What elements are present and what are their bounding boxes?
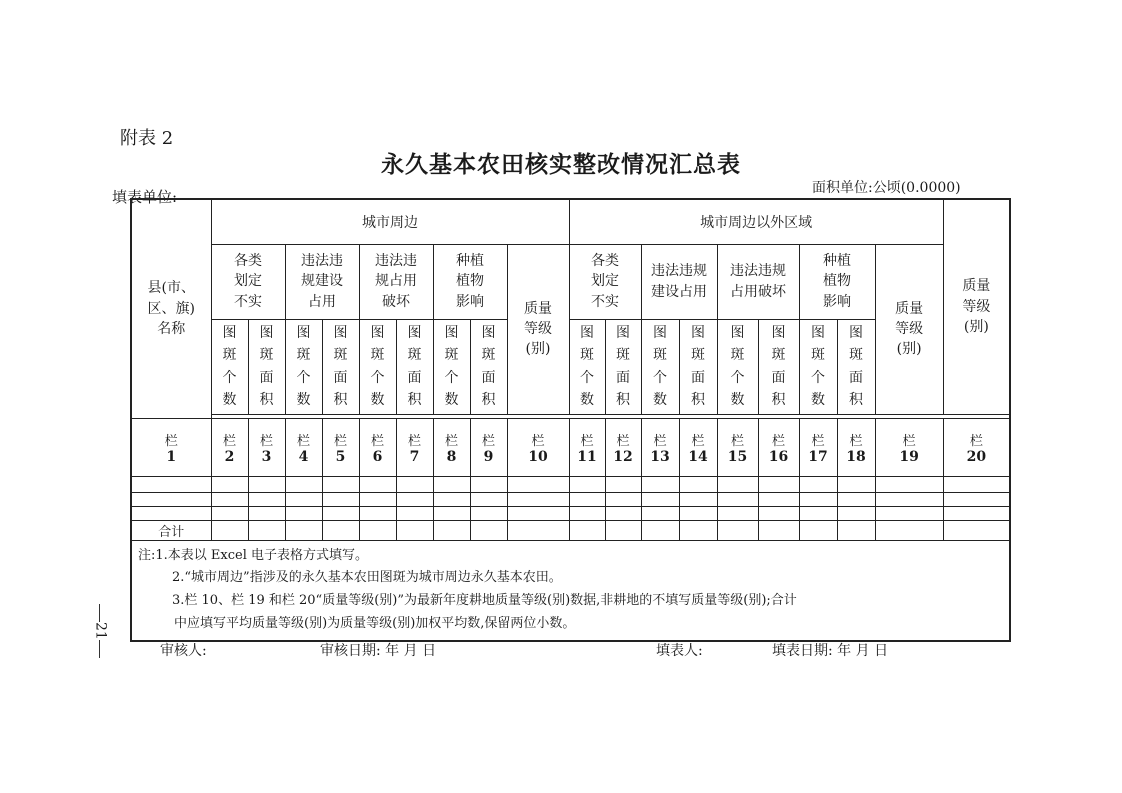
- data-cell: [605, 506, 641, 520]
- sub-count-header: 图 斑 个 数: [641, 319, 679, 414]
- outside-category-header: 违法违规 建设占用: [641, 244, 717, 319]
- total-cell: [799, 520, 837, 540]
- data-cell: [641, 506, 679, 520]
- data-cell: [875, 476, 943, 492]
- data-cell: [717, 492, 758, 506]
- column-label: 栏: [691, 433, 705, 449]
- notes-cell: [131, 540, 1010, 641]
- data-cell: [943, 506, 1010, 520]
- column-number: 6: [372, 448, 383, 465]
- total-cell: [433, 520, 470, 540]
- column-number: 2: [224, 448, 235, 465]
- total-cell: [211, 520, 248, 540]
- column-label: 栏: [616, 433, 630, 449]
- note-line: 注:1.本表以 Excel 电子表格方式填写。: [138, 547, 369, 563]
- data-cell: [679, 492, 717, 506]
- total-cell: [470, 520, 507, 540]
- column-number-cell: [285, 418, 322, 476]
- attachment-label: 附表 2: [120, 128, 174, 149]
- data-cell: [131, 506, 211, 520]
- data-cell: [248, 476, 285, 492]
- summary-table: [130, 198, 1011, 642]
- data-cell: [605, 492, 641, 506]
- column-number: 17: [808, 448, 828, 465]
- column-number: 11: [577, 448, 597, 465]
- column-number: 8: [446, 448, 457, 465]
- data-cell: [641, 476, 679, 492]
- data-cell: [396, 492, 433, 506]
- data-cell: [943, 492, 1010, 506]
- total-cell: [359, 520, 396, 540]
- sub-area-header: 图 斑 面 积: [396, 319, 433, 414]
- sub-count-header: 图 斑 个 数: [717, 319, 758, 414]
- fill-date-label: 填表日期: 年 月 日: [772, 643, 889, 659]
- outside-category-header: 违法违规 占用破坏: [717, 244, 799, 319]
- filler-label: 填表人:: [656, 643, 703, 659]
- sub-count-header: 图 斑 个 数: [211, 319, 248, 414]
- data-cell: [569, 476, 605, 492]
- note-line: 中应填写平均质量等级(别)为质量等级(别)加权平均数,保留两位小数。: [174, 615, 576, 631]
- column-number: 16: [768, 448, 789, 465]
- page-title: 永久基本农田核实整改情况汇总表: [381, 151, 741, 178]
- column-label: 栏: [164, 433, 178, 449]
- sub-count-header: 图 斑 个 数: [569, 319, 605, 414]
- data-cell: [131, 492, 211, 506]
- column-number-cell: [507, 418, 569, 476]
- data-cell: [285, 476, 322, 492]
- total-cell: [875, 520, 943, 540]
- data-cell: [799, 506, 837, 520]
- data-cell: [359, 492, 396, 506]
- data-cell: [248, 492, 285, 506]
- data-cell: [433, 476, 470, 492]
- data-cell: [799, 492, 837, 506]
- note-line: 2.“城市周边”指涉及的永久基本农田图斑为城市周边永久基本农田。: [172, 570, 562, 586]
- column-number: 9: [483, 448, 494, 465]
- data-cell: [396, 476, 433, 492]
- column-number-cell: [943, 418, 1010, 476]
- column-number-cell: [875, 418, 943, 476]
- county-header: 县(市、 区、旗) 名称: [131, 199, 211, 418]
- notes-row: [131, 540, 1010, 641]
- column-number-cell: [605, 418, 641, 476]
- signature-footer: [160, 640, 980, 662]
- group-outside-header: 城市周边以外区域: [569, 199, 943, 244]
- data-cell: [470, 492, 507, 506]
- data-cell: [507, 506, 569, 520]
- column-number-cell: [837, 418, 875, 476]
- column-number: 5: [335, 448, 346, 465]
- data-cell: [569, 492, 605, 506]
- sub-area-header: 图 斑 面 积: [758, 319, 799, 414]
- total-cell: [396, 520, 433, 540]
- column-number-cell: [211, 418, 248, 476]
- total-cell: [248, 520, 285, 540]
- group-city-header: 城市周边: [211, 199, 569, 244]
- column-number-cell: [131, 418, 211, 476]
- sub-area-header: 图 斑 面 积: [248, 319, 285, 414]
- data-cell: [679, 506, 717, 520]
- data-cell: [322, 476, 359, 492]
- sub-area-header: 图 斑 面 积: [322, 319, 359, 414]
- review-date-label: 审核日期: 年 月 日: [320, 643, 437, 659]
- note-line: 3.栏 10、栏 19 和栏 20“质量等级(别)”为最新年度耕地质量等级(别)数据,非耕地的不填写质量等级(别);合计: [172, 593, 797, 608]
- column-number-cell: [679, 418, 717, 476]
- data-cell: [717, 506, 758, 520]
- data-cell: [470, 476, 507, 492]
- outside-category-header: 种植 植物 影响: [799, 244, 875, 319]
- column-number-row: [131, 418, 1010, 476]
- column-label: 栏: [370, 433, 384, 449]
- column-number-cell: [717, 418, 758, 476]
- data-cell: [433, 492, 470, 506]
- sub-area-header: 图 斑 面 积: [605, 319, 641, 414]
- total-cell: [285, 520, 322, 540]
- total-cell: [837, 520, 875, 540]
- column-number-cell: [322, 418, 359, 476]
- reviewer-label: 审核人:: [160, 643, 207, 659]
- column-number: 4: [298, 448, 309, 465]
- total-cell: [679, 520, 717, 540]
- data-cell: [717, 476, 758, 492]
- column-number: 20: [966, 448, 987, 465]
- column-number-cell: [433, 418, 470, 476]
- total-quality-header: 质量 等级 (别): [943, 199, 1010, 414]
- column-label: 栏: [444, 433, 458, 449]
- column-number-cell: [396, 418, 433, 476]
- column-label: 栏: [849, 433, 863, 449]
- data-cell: [837, 492, 875, 506]
- total-cell: [507, 520, 569, 540]
- sub-area-header: 图 斑 面 积: [470, 319, 507, 414]
- data-cell: [641, 492, 679, 506]
- city-category-header: 违法违 规建设 占用: [285, 244, 359, 319]
- data-cell: [758, 476, 799, 492]
- column-label: 栏: [969, 433, 983, 449]
- data-cell: [875, 492, 943, 506]
- column-number: 14: [688, 448, 708, 465]
- data-cell: [433, 506, 470, 520]
- data-cell: [507, 492, 569, 506]
- data-cell: [758, 506, 799, 520]
- sub-count-header: 图 斑 个 数: [359, 319, 396, 414]
- total-row: [131, 520, 1010, 540]
- data-cell: [679, 476, 717, 492]
- data-cell: [359, 506, 396, 520]
- column-number: 10: [528, 448, 548, 465]
- data-cell: [211, 492, 248, 506]
- column-label: 栏: [481, 433, 495, 449]
- city-category-header: 违法违 规占用 破坏: [359, 244, 433, 319]
- city-category-header: 种植 植物 影响: [433, 244, 507, 319]
- column-number: 15: [727, 448, 748, 465]
- total-cell: [641, 520, 679, 540]
- column-label: 栏: [580, 433, 594, 449]
- data-cell: [285, 492, 322, 506]
- sub-count-header: 图 斑 个 数: [285, 319, 322, 414]
- column-label: 栏: [531, 433, 545, 449]
- data-cell: [285, 506, 322, 520]
- city-quality-header: 质量 等级 (别): [507, 244, 569, 414]
- data-cell: [943, 476, 1010, 492]
- column-number-cell: [758, 418, 799, 476]
- column-number-cell: [470, 418, 507, 476]
- data-cell: [875, 506, 943, 520]
- total-cell: [569, 520, 605, 540]
- city-category-header: 各类 划定 不实: [211, 244, 285, 319]
- data-cell: [322, 492, 359, 506]
- total-cell: [717, 520, 758, 540]
- page-dash-bottom: [99, 640, 110, 658]
- sub-count-header: 图 斑 个 数: [799, 319, 837, 414]
- data-cell: [799, 476, 837, 492]
- data-row: [131, 476, 1010, 492]
- total-cell: [943, 520, 1010, 540]
- column-number-cell: [359, 418, 396, 476]
- data-cell: [507, 476, 569, 492]
- data-row: [131, 506, 1010, 520]
- data-cell: [605, 476, 641, 492]
- page-dash-top: [99, 604, 110, 622]
- column-number: 13: [650, 448, 670, 465]
- column-number: 7: [409, 448, 420, 465]
- outside-quality-header: 质量 等级 (别): [875, 244, 943, 414]
- total-label: 合计: [131, 520, 211, 540]
- area-unit-label: 面积单位:公顷(0.0000): [812, 180, 961, 196]
- data-cell: [396, 506, 433, 520]
- column-label: 栏: [333, 433, 347, 449]
- column-number: 1: [166, 448, 177, 465]
- column-number-cell: [248, 418, 285, 476]
- data-cell: [211, 476, 248, 492]
- total-cell: [322, 520, 359, 540]
- filler-unit-label: 填表单位:: [112, 188, 178, 206]
- page-number: [90, 604, 110, 658]
- data-cell: [758, 492, 799, 506]
- data-row: [131, 492, 1010, 506]
- sub-count-header: 图 斑 个 数: [433, 319, 470, 414]
- data-cell: [211, 506, 248, 520]
- data-cell: [359, 476, 396, 492]
- data-cell: [837, 476, 875, 492]
- data-cell: [837, 506, 875, 520]
- data-cell: [470, 506, 507, 520]
- column-label: 栏: [731, 433, 745, 449]
- data-cell: [322, 506, 359, 520]
- column-number: 18: [846, 448, 866, 465]
- data-cell: [131, 476, 211, 492]
- total-cell: [605, 520, 641, 540]
- column-label: 栏: [811, 433, 825, 449]
- column-number-cell: [799, 418, 837, 476]
- outside-category-header: 各类 划定 不实: [569, 244, 641, 319]
- page-number-text: 21: [92, 622, 109, 640]
- column-label: 栏: [296, 433, 310, 449]
- total-cell: [758, 520, 799, 540]
- column-number-cell: [641, 418, 679, 476]
- column-label: 栏: [653, 433, 667, 449]
- data-cell: [248, 506, 285, 520]
- sub-area-header: 图 斑 面 积: [837, 319, 875, 414]
- column-label: 栏: [772, 433, 786, 449]
- data-cell: [569, 506, 605, 520]
- column-number: 19: [899, 448, 919, 465]
- column-label: 栏: [902, 433, 916, 449]
- column-number: 3: [261, 448, 272, 465]
- column-label: 栏: [222, 433, 236, 449]
- sub-area-header: 图 斑 面 积: [679, 319, 717, 414]
- column-label: 栏: [407, 433, 421, 449]
- column-number: 12: [613, 448, 633, 465]
- column-number-cell: [569, 418, 605, 476]
- column-label: 栏: [259, 433, 273, 449]
